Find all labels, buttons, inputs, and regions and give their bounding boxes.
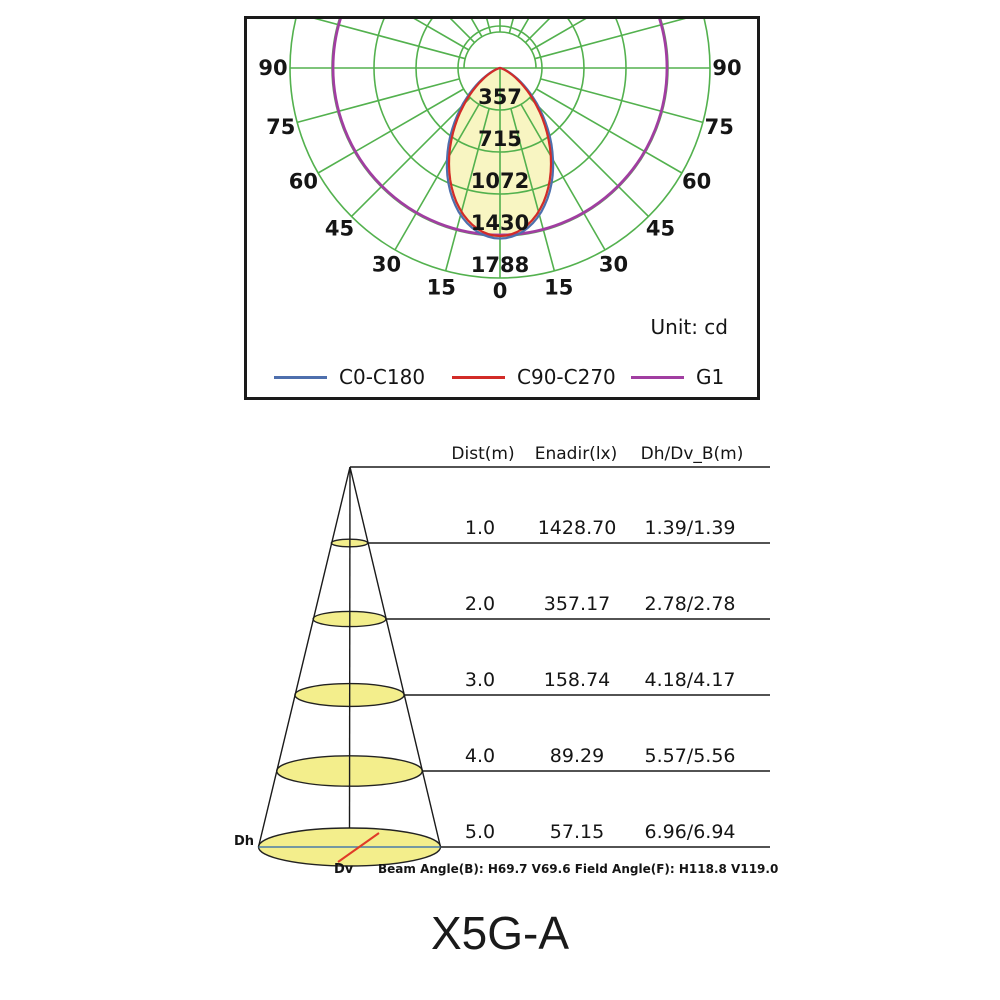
legend-label: C90-C270 (517, 365, 616, 389)
legend-item-c0-c180 (274, 365, 425, 389)
angle-label: 75 (266, 114, 296, 139)
angle-label: 45 (324, 216, 355, 241)
table-cell-enadir: 1428.70 (537, 517, 617, 539)
column-header-dist: Dist(m) (451, 444, 515, 464)
table-cell-enadir: 357.17 (543, 593, 611, 615)
table-cell-dist: 2.0 (464, 593, 496, 615)
product-title: X5G-A (430, 907, 570, 959)
angle-label: 90 (712, 56, 742, 80)
ring-value-label: 357 (478, 85, 522, 109)
table-cell-dhdv: 6.96/6.94 (644, 821, 736, 843)
table-cell-dist: 4.0 (464, 745, 496, 767)
beam-field-angle-text: Beam Angle(B): H69.7 V69.6 Field Angle(F): H118.8 V119.0 (378, 862, 779, 876)
legend-label: C0-C180 (339, 365, 426, 389)
table-cell-dhdv: 1.39/1.39 (644, 517, 736, 539)
angle-label: 60 (288, 169, 319, 194)
unit-label: Unit: cd (650, 315, 728, 339)
table-cell-dhdv: 5.57/5.56 (644, 745, 736, 767)
column-header-enadir: Enadir(lx) (534, 444, 618, 464)
polar-chart-box (244, 16, 760, 400)
legend-line-c90-c270 (452, 376, 505, 379)
table-cell-dist: 1.0 (464, 517, 496, 539)
column-header-dhdv: Dh/Dv_B(m) (640, 444, 744, 464)
angle-label: 75 (704, 114, 734, 139)
angle-label: 30 (598, 252, 629, 277)
dv-diameter-label: Dv (334, 862, 354, 877)
ring-value-label: 715 (478, 127, 522, 151)
table-cell-dist: 3.0 (464, 669, 496, 691)
table-cell-dist: 5.0 (464, 821, 496, 843)
polar-chart-svg (247, 19, 757, 397)
polar-legend (247, 365, 757, 389)
legend-line-c0-c180 (274, 376, 327, 379)
angle-label: 15 (426, 275, 456, 300)
table-cell-enadir: 57.15 (549, 821, 605, 843)
angle-label: 45 (645, 216, 676, 241)
angle-label: 60 (681, 169, 712, 194)
table-cell-enadir: 89.29 (549, 745, 605, 767)
angle-label: 90 (258, 56, 288, 80)
dh-diameter-label: Dh (234, 834, 255, 849)
legend-line-g1 (631, 376, 684, 379)
ring-value-label: 1430 (470, 211, 530, 235)
ring-value-label: 1072 (470, 169, 530, 193)
legend-item-c90-c270 (452, 365, 616, 389)
legend-item-g1 (631, 365, 724, 389)
table-cell-dhdv: 4.18/4.17 (644, 669, 736, 691)
legend-label: G1 (696, 365, 725, 389)
table-cell-dhdv: 2.78/2.78 (644, 593, 736, 615)
angle-label: 15 (544, 275, 574, 300)
table-cell-enadir: 158.74 (543, 669, 611, 691)
angle-label: 0 (492, 279, 508, 303)
ring-value-label: 1788 (470, 253, 530, 277)
angle-label: 30 (371, 252, 402, 277)
